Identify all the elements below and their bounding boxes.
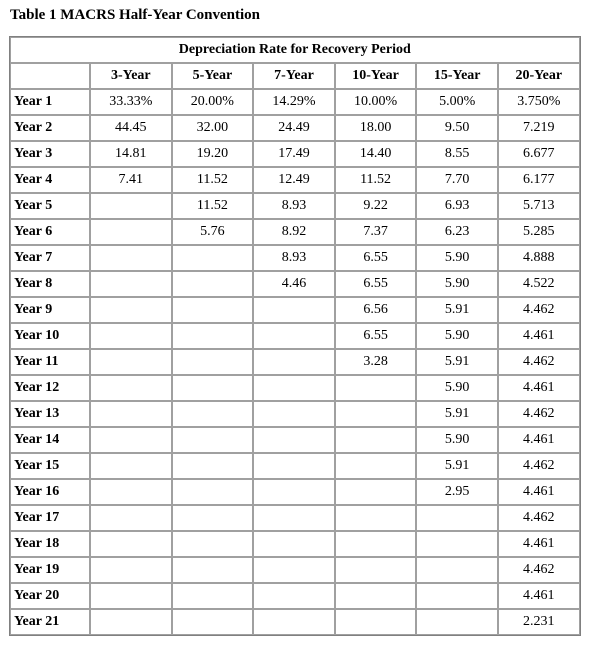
rate-cell	[172, 297, 254, 323]
rate-cell: 5.90	[416, 375, 498, 401]
table-row	[10, 531, 580, 557]
rate-cell: 4.462	[498, 349, 580, 375]
row-label: Year 12	[10, 375, 90, 401]
rate-cell	[90, 219, 172, 245]
table-row	[10, 323, 580, 349]
column-header-row	[10, 63, 580, 89]
group-header: Depreciation Rate for Recovery Period	[10, 37, 580, 63]
rate-cell: 4.461	[498, 479, 580, 505]
rate-cell: 7.70	[416, 167, 498, 193]
rate-cell: 5.91	[416, 453, 498, 479]
rate-cell	[172, 427, 254, 453]
table-row	[10, 505, 580, 531]
rate-cell: 4.461	[498, 375, 580, 401]
rate-cell	[172, 245, 254, 271]
table-caption: Table 1 MACRS Half-Year Convention	[10, 7, 261, 23]
rate-cell	[90, 323, 172, 349]
rate-cell: 14.40	[335, 141, 417, 167]
row-label: Year 19	[10, 557, 90, 583]
row-label: Year 20	[10, 583, 90, 609]
rate-cell	[172, 479, 254, 505]
rate-cell: 32.00	[172, 115, 254, 141]
table-row	[10, 557, 580, 583]
rate-cell: 11.52	[172, 193, 254, 219]
rate-cell: 9.22	[335, 193, 417, 219]
rate-cell	[90, 297, 172, 323]
rate-cell	[253, 609, 335, 635]
row-label: Year 10	[10, 323, 90, 349]
table-row	[10, 479, 580, 505]
row-label: Year 3	[10, 141, 90, 167]
rate-cell	[253, 505, 335, 531]
rate-cell	[90, 193, 172, 219]
rate-cell	[90, 505, 172, 531]
table-row	[10, 609, 580, 635]
rate-cell: 4.46	[253, 271, 335, 297]
rate-cell: 44.45	[90, 115, 172, 141]
row-label: Year 4	[10, 167, 90, 193]
column-header: 5-Year	[172, 63, 254, 89]
table-row	[10, 375, 580, 401]
rate-cell: 4.461	[498, 583, 580, 609]
rate-cell	[90, 479, 172, 505]
rate-cell: 7.41	[90, 167, 172, 193]
rate-cell	[253, 453, 335, 479]
row-label: Year 7	[10, 245, 90, 271]
rate-cell: 4.461	[498, 323, 580, 349]
table-body	[10, 89, 580, 635]
rate-cell	[90, 557, 172, 583]
rate-cell: 3.750%	[498, 89, 580, 115]
rate-cell	[90, 245, 172, 271]
table-row	[10, 349, 580, 375]
rate-cell	[90, 583, 172, 609]
rate-cell: 6.23	[416, 219, 498, 245]
rate-cell	[335, 557, 417, 583]
rate-cell: 6.677	[498, 141, 580, 167]
rate-cell: 10.00%	[335, 89, 417, 115]
rate-cell	[90, 375, 172, 401]
rate-cell: 7.219	[498, 115, 580, 141]
table-row	[10, 89, 580, 115]
rate-cell: 14.29%	[253, 89, 335, 115]
column-header: 15-Year	[416, 63, 498, 89]
rate-cell	[172, 583, 254, 609]
rate-cell	[253, 375, 335, 401]
column-header: 10-Year	[335, 63, 417, 89]
rate-cell	[335, 479, 417, 505]
rate-cell	[172, 557, 254, 583]
table-row	[10, 167, 580, 193]
rate-cell: 7.37	[335, 219, 417, 245]
rate-cell	[172, 401, 254, 427]
rate-cell	[253, 297, 335, 323]
rate-cell: 6.56	[335, 297, 417, 323]
rate-cell: 4.462	[498, 297, 580, 323]
rate-cell	[335, 505, 417, 531]
rate-cell	[90, 271, 172, 297]
row-label: Year 21	[10, 609, 90, 635]
rate-cell: 6.55	[335, 271, 417, 297]
table-row	[10, 453, 580, 479]
rate-cell: 5.91	[416, 401, 498, 427]
rate-cell: 4.461	[498, 427, 580, 453]
table-row	[10, 193, 580, 219]
rate-cell	[90, 453, 172, 479]
row-label: Year 8	[10, 271, 90, 297]
rate-cell: 5.90	[416, 323, 498, 349]
group-header-row	[10, 37, 580, 63]
rate-cell	[253, 557, 335, 583]
rate-cell	[90, 609, 172, 635]
table-row	[10, 115, 580, 141]
rate-cell	[416, 557, 498, 583]
row-label: Year 13	[10, 401, 90, 427]
row-label: Year 9	[10, 297, 90, 323]
column-header: 7-Year	[253, 63, 335, 89]
rate-cell: 6.177	[498, 167, 580, 193]
rate-cell: 2.95	[416, 479, 498, 505]
table-row	[10, 583, 580, 609]
rate-cell	[335, 583, 417, 609]
rate-cell	[172, 609, 254, 635]
rate-cell: 5.713	[498, 193, 580, 219]
rate-cell: 5.00%	[416, 89, 498, 115]
table-row	[10, 427, 580, 453]
rate-cell: 14.81	[90, 141, 172, 167]
rate-cell	[90, 401, 172, 427]
rate-cell: 4.522	[498, 271, 580, 297]
rate-cell: 12.49	[253, 167, 335, 193]
rate-cell: 18.00	[335, 115, 417, 141]
rate-cell	[416, 505, 498, 531]
rate-cell: 5.91	[416, 349, 498, 375]
rate-cell: 4.462	[498, 557, 580, 583]
rate-cell: 5.76	[172, 219, 254, 245]
rate-cell	[335, 427, 417, 453]
row-label: Year 5	[10, 193, 90, 219]
rate-cell: 5.91	[416, 297, 498, 323]
rate-cell	[253, 401, 335, 427]
table-row	[10, 245, 580, 271]
corner-cell	[10, 63, 90, 89]
rate-cell	[335, 531, 417, 557]
rate-cell	[253, 531, 335, 557]
rate-cell: 33.33%	[90, 89, 172, 115]
rate-cell	[90, 349, 172, 375]
rate-cell	[172, 453, 254, 479]
rate-cell: 17.49	[253, 141, 335, 167]
rate-cell	[253, 427, 335, 453]
rate-cell	[90, 531, 172, 557]
rate-cell: 5.90	[416, 271, 498, 297]
rate-cell: 6.93	[416, 193, 498, 219]
row-label: Year 17	[10, 505, 90, 531]
rate-cell: 4.462	[498, 453, 580, 479]
rate-cell: 6.55	[335, 323, 417, 349]
rate-cell	[416, 531, 498, 557]
table-row	[10, 141, 580, 167]
rate-cell	[253, 583, 335, 609]
rate-cell: 19.20	[172, 141, 254, 167]
rate-cell: 8.55	[416, 141, 498, 167]
row-label: Year 14	[10, 427, 90, 453]
row-label: Year 15	[10, 453, 90, 479]
rate-cell	[172, 323, 254, 349]
table-row	[10, 401, 580, 427]
row-label: Year 18	[10, 531, 90, 557]
rate-cell: 4.461	[498, 531, 580, 557]
rate-cell: 8.92	[253, 219, 335, 245]
rate-cell	[335, 401, 417, 427]
rate-cell	[172, 271, 254, 297]
macrs-table	[9, 36, 581, 636]
rate-cell	[335, 609, 417, 635]
rate-cell: 4.462	[498, 401, 580, 427]
rate-cell: 24.49	[253, 115, 335, 141]
rate-cell	[253, 349, 335, 375]
rate-cell: 8.93	[253, 245, 335, 271]
rate-cell	[253, 323, 335, 349]
rate-cell: 8.93	[253, 193, 335, 219]
rate-cell	[172, 531, 254, 557]
rate-cell: 3.28	[335, 349, 417, 375]
rate-cell	[416, 609, 498, 635]
row-label: Year 6	[10, 219, 90, 245]
rate-cell: 9.50	[416, 115, 498, 141]
column-header: 20-Year	[498, 63, 580, 89]
rate-cell	[335, 375, 417, 401]
table-row	[10, 271, 580, 297]
table-row	[10, 219, 580, 245]
rate-cell: 11.52	[335, 167, 417, 193]
rate-cell	[172, 505, 254, 531]
column-header: 3-Year	[90, 63, 172, 89]
row-label: Year 11	[10, 349, 90, 375]
rate-cell: 6.55	[335, 245, 417, 271]
row-label: Year 1	[10, 89, 90, 115]
rate-cell	[172, 349, 254, 375]
rate-cell	[416, 583, 498, 609]
rate-cell: 5.90	[416, 245, 498, 271]
rate-cell	[335, 453, 417, 479]
rate-cell	[253, 479, 335, 505]
row-label: Year 16	[10, 479, 90, 505]
rate-cell: 4.462	[498, 505, 580, 531]
rate-cell: 4.888	[498, 245, 580, 271]
row-label: Year 2	[10, 115, 90, 141]
rate-cell: 2.231	[498, 609, 580, 635]
rate-cell: 11.52	[172, 167, 254, 193]
rate-cell	[90, 427, 172, 453]
rate-cell: 5.90	[416, 427, 498, 453]
rate-cell	[172, 375, 254, 401]
rate-cell: 20.00%	[172, 89, 254, 115]
table-row	[10, 297, 580, 323]
rate-cell: 5.285	[498, 219, 580, 245]
